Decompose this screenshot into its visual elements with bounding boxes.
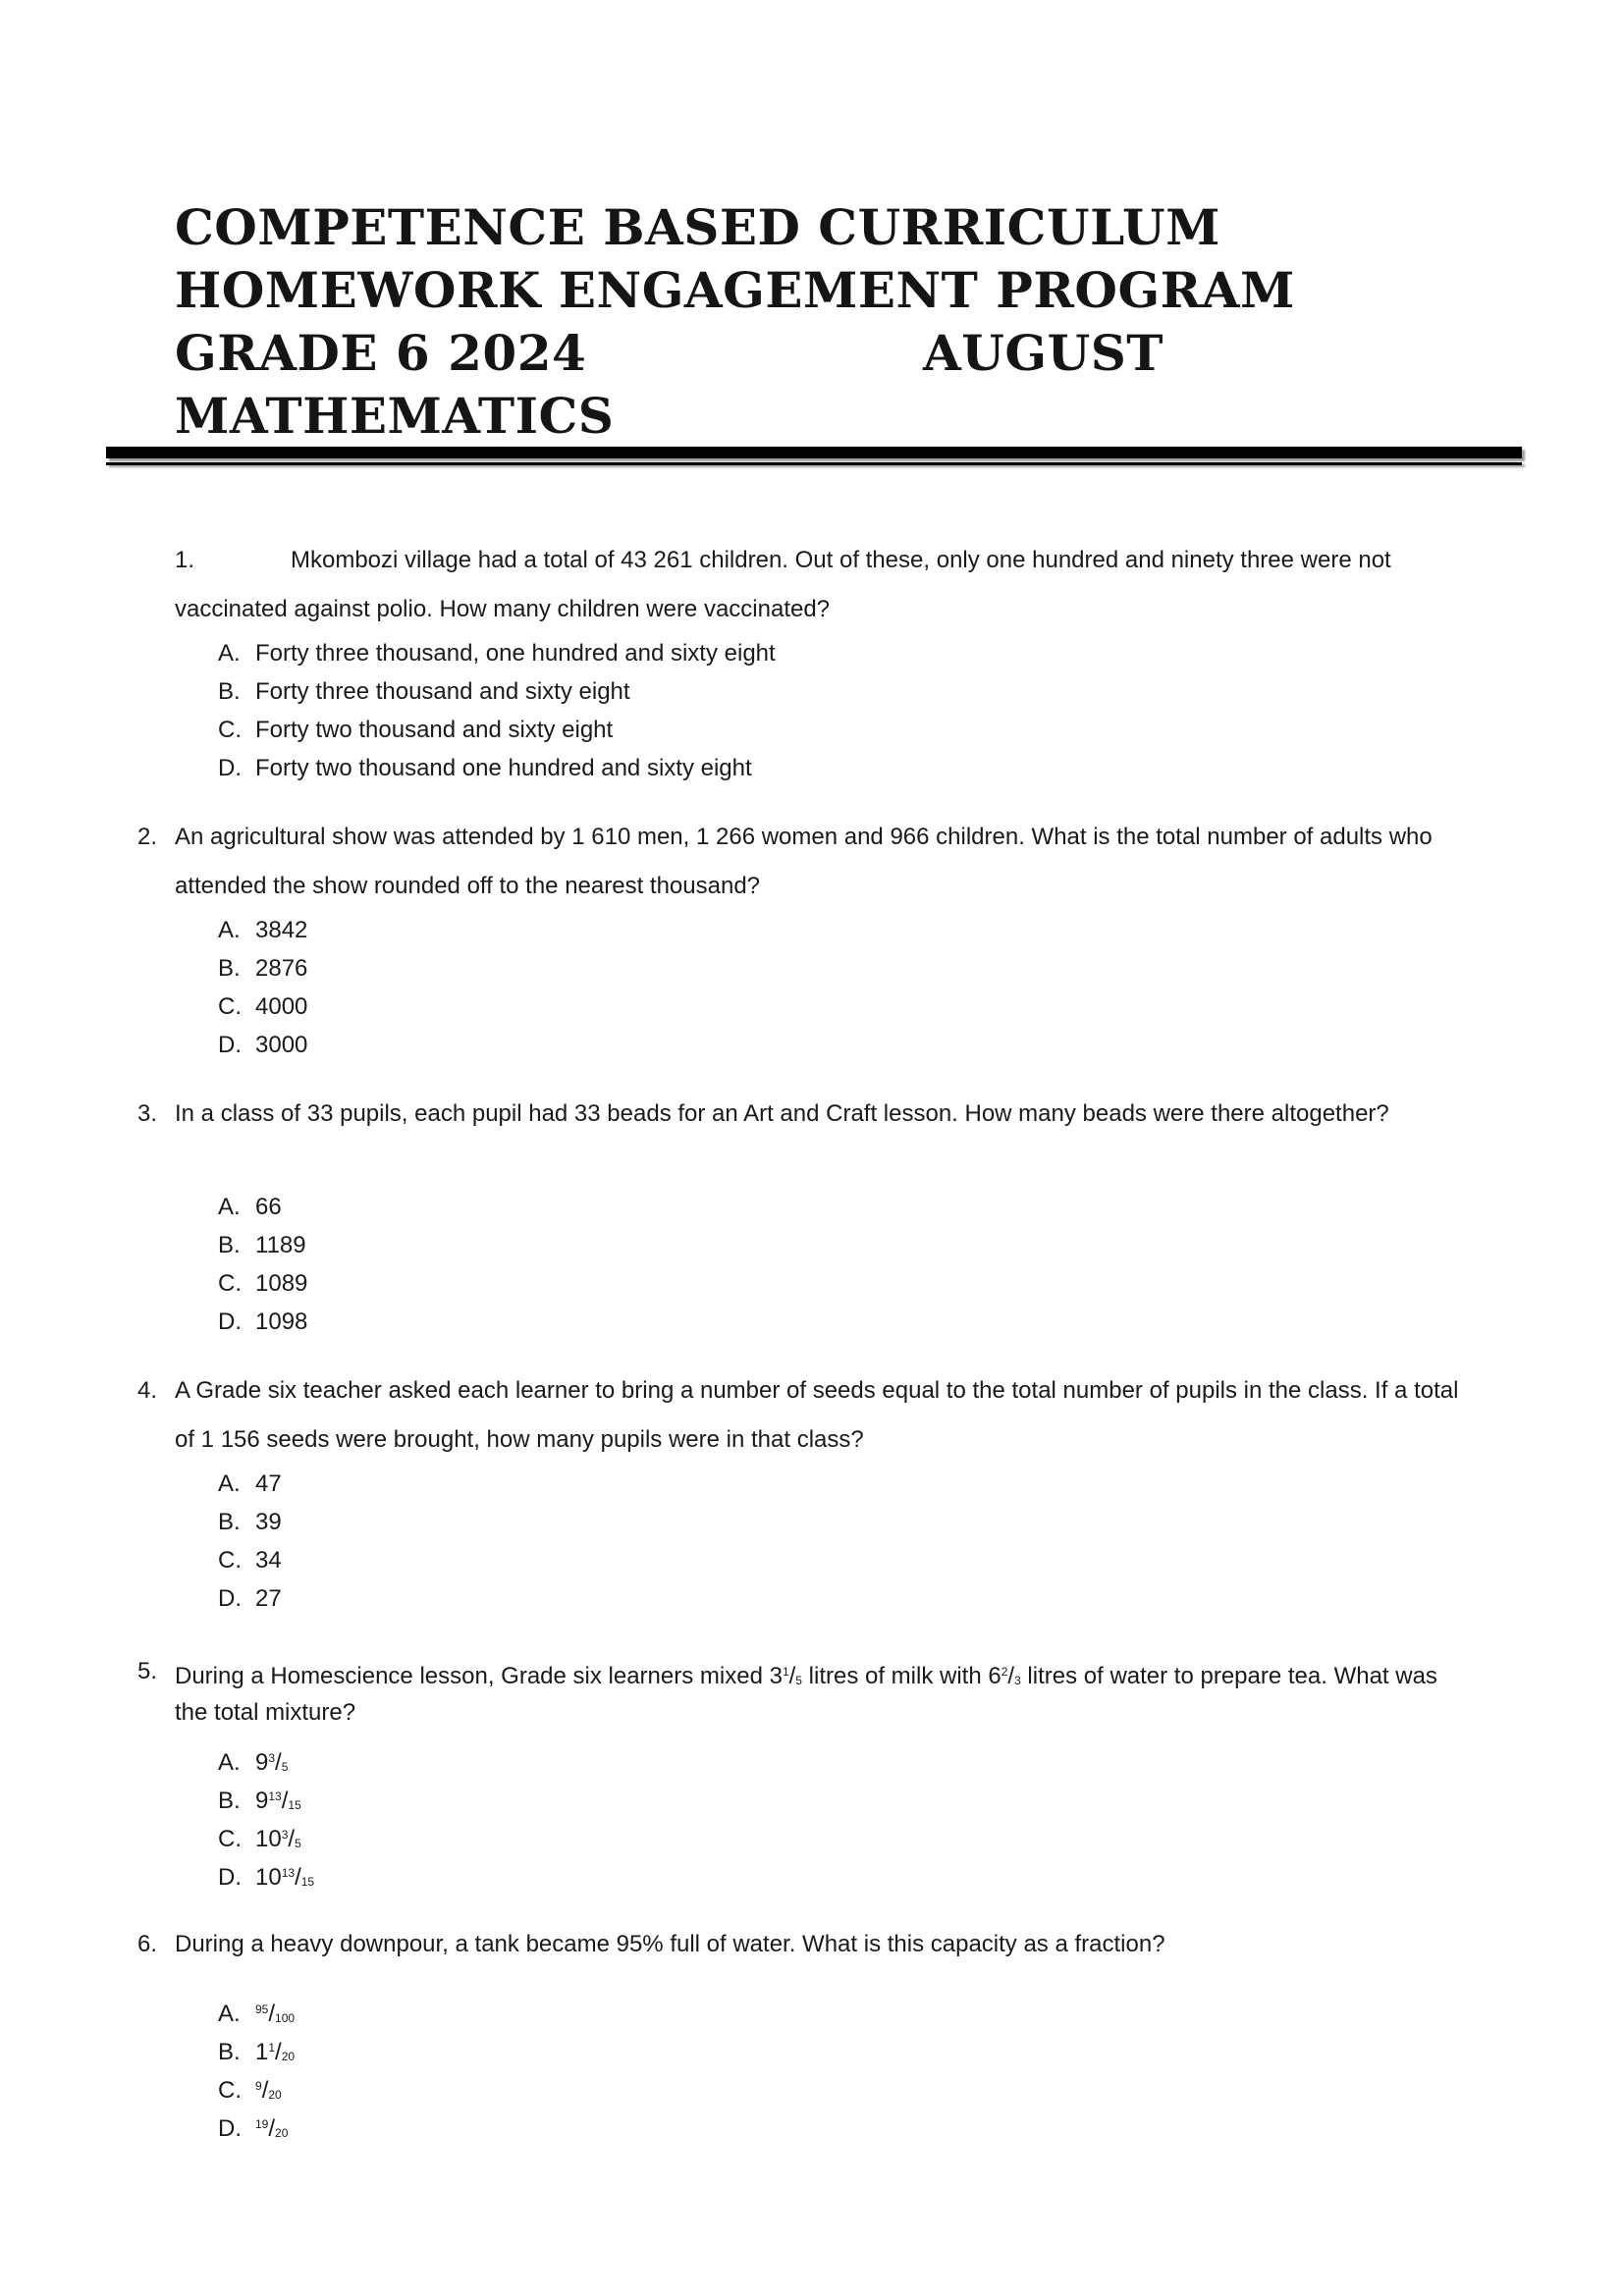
option-letter: A. (218, 917, 241, 943)
question-5 (137, 1651, 1532, 1893)
option-a (218, 1465, 1532, 1503)
header-subject: MATHEMATICS (175, 387, 615, 445)
header-grade-row (175, 322, 1314, 385)
option-letter: B. (218, 1232, 241, 1258)
options-list (218, 1188, 1532, 1341)
question-number: 6. (137, 1931, 158, 1957)
fraction-denominator: 100 (275, 2011, 296, 2025)
option-c (218, 988, 1532, 1026)
option-letter: B. (218, 955, 241, 982)
fraction-numerator: 1 (782, 1665, 789, 1679)
option-text: 1189 (255, 1232, 306, 1258)
option-whole: 9 (255, 1788, 269, 1814)
option-letter: B. (218, 678, 241, 705)
header-rule-thick (106, 447, 1522, 458)
option-c: C. $10^3/_5$ (218, 1816, 1532, 1854)
fraction-denominator: 15 (300, 1875, 315, 1889)
option-letter: C. (218, 717, 242, 743)
fraction-numerator: 1 (268, 2041, 276, 2055)
option-letter: D. (218, 1585, 242, 1612)
fraction-denominator: 20 (268, 2088, 282, 2102)
option-b: B. $9^{13}/_{15}$ (218, 1778, 1532, 1816)
option-a: A. $^{95}/_{100}$ (218, 1991, 1532, 2029)
option-letter: A. (218, 1470, 241, 1497)
question-text: A Grade six teacher asked each learner to bring a number of seeds equal to the total number of pupils in the class. If a total (175, 1377, 1459, 1404)
fraction-denominator: 5 (795, 1674, 802, 1687)
fraction-denominator: 3 (1014, 1674, 1021, 1687)
question-2 (137, 813, 1532, 1064)
fraction-denominator: 5 (295, 1837, 301, 1850)
option-text: Forty two thousand and sixty eight (255, 717, 614, 743)
option-letter: A. (218, 640, 241, 667)
option-text: 1098 (255, 1308, 308, 1335)
option-text: 27 (255, 1585, 282, 1612)
question-text: During a Homescience lesson, Grade six learners mixed $3^1/_5$ litres of milk with $6^2/_3$ litres of water to prepare tea. What was (175, 1663, 1437, 1689)
option-c (218, 1264, 1532, 1303)
option-letter: C. (218, 2077, 242, 2104)
option-text: 3842 (255, 917, 308, 943)
question-4 (137, 1366, 1532, 1618)
question-text: During a heavy downpour, a tank became 95% full of water. What is this capacity as a fraction? (175, 1931, 1165, 1957)
option-text: 66 (255, 1194, 282, 1220)
option-b (218, 1503, 1532, 1541)
option-letter: D. (218, 1032, 242, 1058)
option-letter: B. (218, 1509, 241, 1535)
fraction-numerator: 3 (268, 1751, 276, 1765)
option-text: 1089 (255, 1270, 308, 1297)
fraction-numerator: 19 (255, 2117, 269, 2131)
question-text-cont: the total mixture? (175, 1699, 356, 1726)
header-grade: GRADE 6 2024 (175, 324, 587, 382)
question-1 (137, 536, 1532, 787)
option-d: D. $10^{13}/_{15}$ (218, 1854, 1532, 1893)
option-d (218, 1303, 1532, 1341)
fraction-numerator: 9 (255, 2079, 262, 2093)
question-number: 1. (175, 547, 195, 573)
option-text: 47 (255, 1470, 282, 1497)
question-number: 4. (137, 1377, 158, 1404)
options-list (218, 911, 1532, 1064)
fraction-numerator: 95 (255, 2002, 269, 2016)
question-text: An agricultural show was attended by 1 610 men, 1 266 women and 966 children. What is the total number of adults who (175, 824, 1433, 850)
option-a (218, 634, 1532, 672)
fraction-denominator: 15 (288, 1798, 301, 1812)
option-c (218, 711, 1532, 749)
header-curriculum: COMPETENCE BASED CURRICULUM (175, 198, 1220, 256)
option-whole: 10 (255, 1826, 282, 1852)
fraction-denominator: 5 (281, 1760, 289, 1774)
options-list (218, 634, 1532, 787)
option-text: Forty two thousand one hundred and sixty eight (255, 755, 752, 781)
header-rule-thin (106, 462, 1522, 465)
option-letter: D. (218, 1864, 242, 1891)
option-b (218, 949, 1532, 988)
options-list (218, 1739, 1532, 1893)
option-letter: C. (218, 1826, 242, 1852)
option-letter: D. (218, 2115, 242, 2142)
option-c (218, 1541, 1532, 1579)
option-a (218, 911, 1532, 949)
question-3 (137, 1090, 1532, 1341)
header-program: HOMEWORK ENGAGEMENT PROGRAM (175, 261, 1295, 319)
option-text: Forty three thousand and sixty eight (255, 678, 630, 705)
option-whole: 9 (255, 1749, 269, 1776)
option-d (218, 1579, 1532, 1618)
options-list (218, 1465, 1532, 1618)
option-text: 4000 (255, 993, 308, 1020)
option-letter: A. (218, 1194, 241, 1220)
option-b: B. $1^1/_{20}$ (218, 2029, 1532, 2067)
option-letter: B. (218, 2039, 241, 2065)
option-letter: D. (218, 1308, 242, 1335)
document-header (175, 196, 1314, 448)
option-letter: C. (218, 993, 242, 1020)
option-letter: A. (218, 1749, 241, 1776)
fraction-numerator: 13 (281, 1866, 296, 1880)
option-a: A. $9^3/_5$ (218, 1739, 1532, 1778)
question-text-cont: attended the show rounded off to the nearest thousand? (175, 873, 761, 899)
option-b (218, 1226, 1532, 1264)
options-list (218, 1991, 1532, 2144)
option-a (218, 1188, 1532, 1226)
option-d (218, 1026, 1532, 1064)
option-text: 39 (255, 1509, 282, 1535)
option-text: 34 (255, 1547, 282, 1574)
option-letter: C. (218, 1270, 242, 1297)
question-text: In a class of 33 pupils, each pupil had 33 beads for an Art and Craft lesson. How many beads were there altogether? (175, 1100, 1389, 1127)
option-b (218, 672, 1532, 711)
option-whole: 1 (255, 2039, 269, 2065)
option-text: Forty three thousand, one hundred and sixty eight (255, 640, 776, 667)
header-month: AUGUST (923, 324, 1164, 382)
option-text: 3000 (255, 1032, 308, 1058)
question-number: 5. (137, 1658, 158, 1684)
option-letter: A. (218, 2001, 241, 2027)
question-text-cont: vaccinated against polio. How many children were vaccinated? (175, 596, 831, 622)
option-whole: 10 (255, 1864, 282, 1891)
question-number: 2. (137, 824, 158, 850)
option-letter: C. (218, 1547, 242, 1574)
option-letter: B. (218, 1788, 241, 1814)
question-text-cont: of 1 156 seeds were brought, how many pupils were in that class? (175, 1426, 864, 1453)
fraction-denominator: 20 (275, 2126, 289, 2140)
question-number: 3. (137, 1100, 158, 1127)
option-c: C. $^9/_{20}$ (218, 2067, 1532, 2106)
fraction-denominator: 20 (281, 2050, 296, 2063)
fraction-numerator: 3 (281, 1828, 289, 1842)
option-d (218, 749, 1532, 787)
option-d: D. $^{19}/_{20}$ (218, 2106, 1532, 2144)
question-text: Mkombozi village had a total of 43 261 children. Out of these, only one hundred and ninety three were not (291, 547, 1391, 573)
option-letter: D. (218, 755, 242, 781)
question-6 (137, 1920, 1532, 2144)
option-text: 2876 (255, 955, 308, 982)
fraction-numerator: 13 (268, 1789, 282, 1803)
fraction-numerator: 2 (1001, 1665, 1008, 1679)
